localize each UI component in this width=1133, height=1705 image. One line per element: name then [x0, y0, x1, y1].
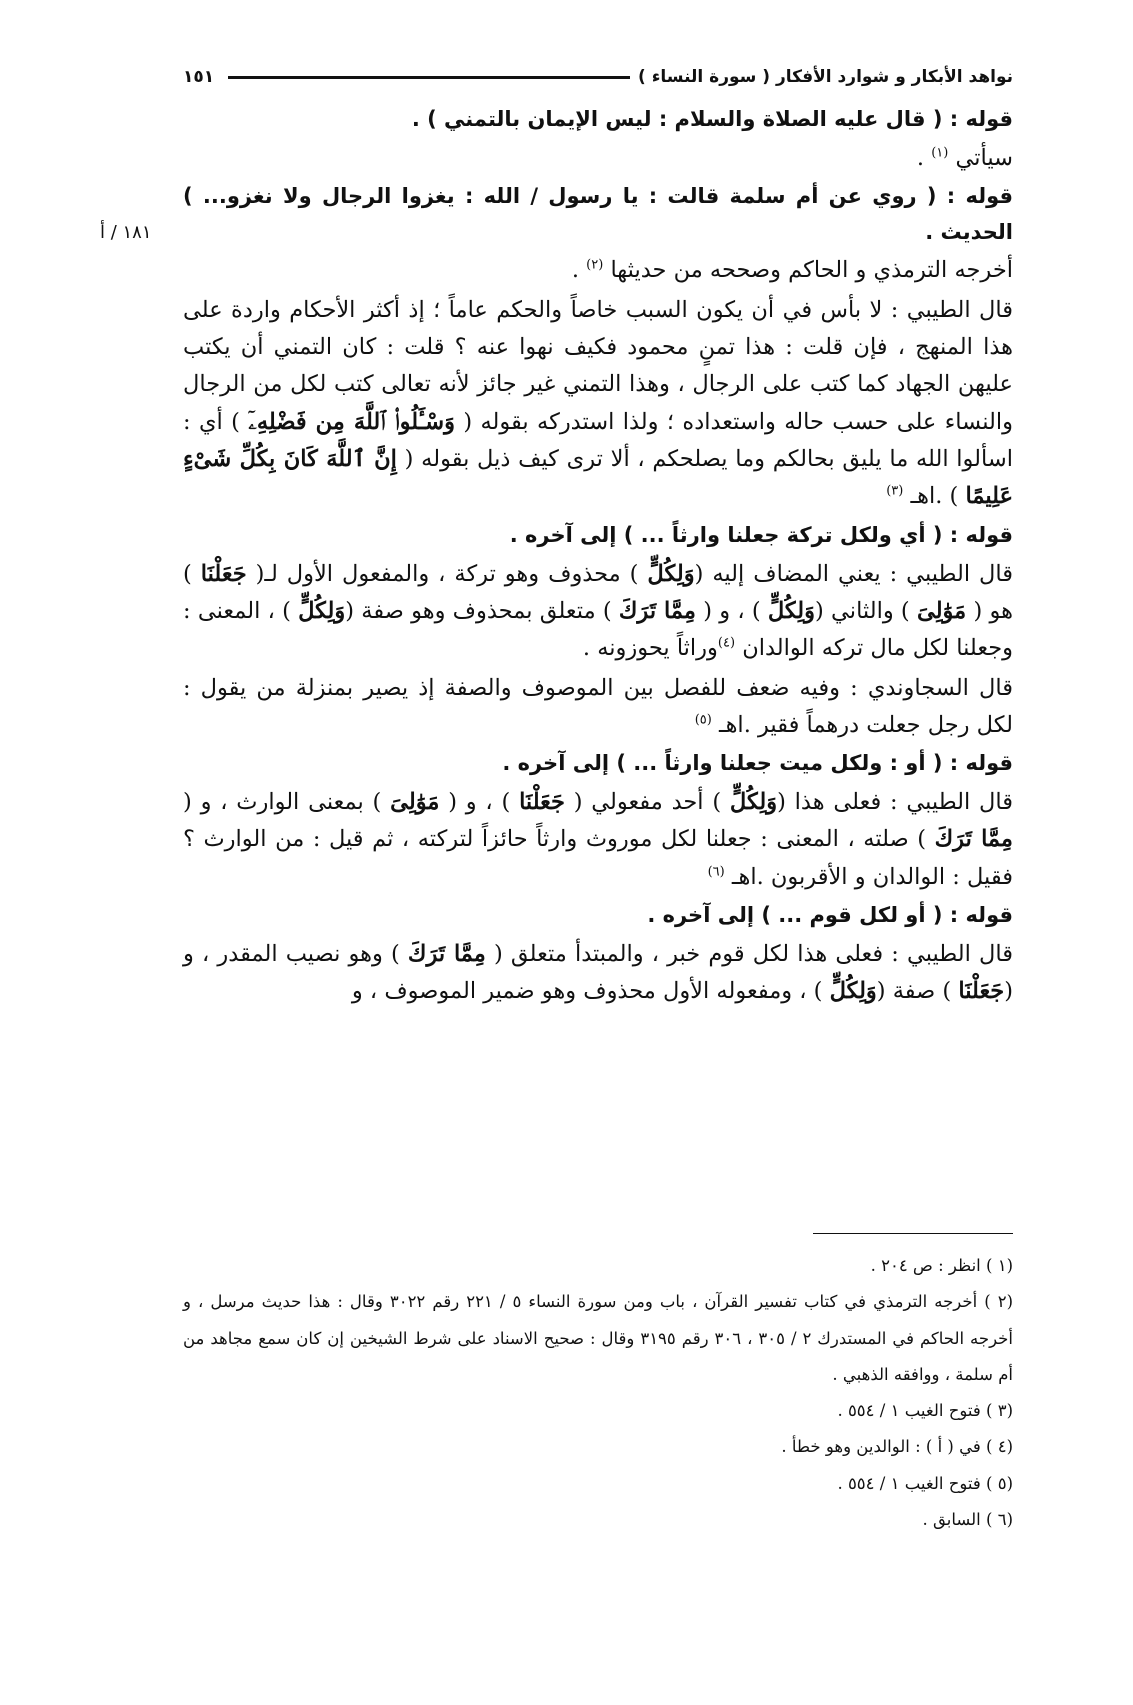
paragraph	[183, 140, 1013, 177]
quran-word: جَعَلْنَا	[200, 560, 247, 587]
paragraph	[183, 784, 1013, 896]
paragraph-text: قال الطيبي : يعني المضاف إليه (	[694, 560, 1014, 587]
paragraph	[183, 936, 1013, 1011]
footnote-ref: (٤)	[717, 635, 736, 651]
quran-quote: إِنَّ ٱللَّهَ كَانَ بِكُلِّ شَىْءٍ عَلِيمًا	[183, 446, 1013, 510]
quran-word: جَعَلْنَا	[519, 788, 565, 815]
header-rule	[228, 76, 630, 79]
footnote-ref: (٦)	[707, 864, 725, 880]
footnote: (٢ ) أخرجه الترمذي في كتاب تفسير القرآن ، باب ومن سورة النساء ٥ / ٢٢١ رقم ٣٠٢٢ وقال : هذا حديث مرسل ، و أخرجه الحاكم في المستدرك ٢ / ٣٠٥ ، ٣٠٦ رقم ٣١٩٥ وقال : صحيح الاسناد على شرط الشيخين إن كان سمع مجاهد من أم سلمة ، ووافقه الذهبي .	[183, 1292, 1013, 1384]
paragraph-text: ) بمعنى الوارث ، و (	[183, 788, 391, 815]
paragraph-text: ) وهو نصيب المقدر ، و (	[183, 940, 1013, 1004]
quran-word: مِمَّا تَرَكَ	[407, 940, 486, 967]
paragraph-text: ) .اهـ	[903, 483, 966, 510]
commentary-heading: قوله : ( قال عليه الصلاة والسلام : ليس الإيمان بالتمني ) .	[411, 107, 1013, 131]
quran-word: مَوَٰلِىَ	[390, 788, 440, 815]
running-title: نواهد الأبكار و شوارد الأفكار ( سورة النساء )	[638, 67, 1013, 87]
paragraph-text: قال السجاوندي : وفيه ضعف للفصل بين الموصوف والصفة إذ يصير بمنزلة من يقول : لكل رجل جعلت درهماً فقير .اهـ	[183, 674, 1013, 738]
paragraph-text: ) أي : اسألوا الله ما يليق بحالكم وما يصلحكم ، ألا ترى كيف ذيل بقوله (	[183, 408, 1013, 473]
paragraph-text: وراثاً يحوزونه .	[582, 635, 718, 662]
paragraph-text: ) ، ومفعوله الأول محذوف وهو ضمير الموصوف ، و	[351, 977, 830, 1004]
paragraph	[183, 556, 1013, 668]
paragraph	[183, 292, 1013, 516]
quran-word: مِمَّا تَرَكَ	[618, 597, 696, 624]
commentary-heading: قوله : ( روي عن أم سلمة قالت : يا رسول / الله : يغزوا الرجال ولا نغزو... ) الحديث .	[183, 184, 1013, 244]
quran-word: وَلِكُلٍّ	[647, 560, 695, 587]
commentary-heading: قوله : ( أو : ولكل ميت جعلنا وارثاً ... ) إلى آخره .	[502, 751, 1013, 776]
paragraph-text: ) هو (	[183, 560, 1013, 624]
paragraph-text: ) صفة (	[876, 977, 959, 1004]
footnote: (٤ ) في ( أ ) : الوالدين وهو خطأ .	[781, 1437, 1013, 1457]
paragraph	[183, 252, 1013, 289]
paragraph-text: ) والثاني (	[815, 597, 917, 624]
footnote-ref: (٣)	[886, 483, 904, 499]
footnote-ref: (٥)	[694, 712, 712, 728]
commentary-heading: قوله : ( أو لكل قوم ... ) إلى آخره .	[647, 902, 1013, 927]
paragraph-text: ) أحد مفعولي (	[564, 788, 730, 815]
page-number: ١٥١	[183, 67, 215, 87]
footnote: (٥ ) فتوح الغيب ١ / ٥٥٤ .	[837, 1473, 1013, 1493]
running-header	[183, 64, 1013, 90]
quran-word: مَوَٰلِىَ	[916, 597, 967, 624]
paragraph-text: أخرجه الترمذي و الحاكم وصححه من حديثها	[610, 257, 1013, 284]
paragraph-text: سيأتي	[955, 144, 1013, 171]
paragraph-text: .	[571, 257, 587, 284]
quran-word: وَلِكُلٍّ	[729, 788, 778, 815]
paragraph	[183, 670, 1013, 745]
footnote: (٦ ) السابق .	[922, 1510, 1013, 1530]
footnotes	[183, 1248, 1013, 1538]
body-text	[183, 102, 1013, 1012]
quran-word: مِمَّا تَرَكَ	[934, 826, 1013, 853]
commentary-heading: قوله : ( أي ولكل تركة جعلنا وارثاً ... ) إلى آخره .	[509, 522, 1013, 547]
footnote: (١ ) انظر : ص ٢٠٤ .	[870, 1256, 1013, 1275]
paragraph-text: قال الطيبي : فعلى هذا لكل قوم خبر ، والمبتدأ متعلق (	[485, 940, 1013, 967]
footnote: (٣ ) فتوح الغيب ١ / ٥٥٤ .	[837, 1401, 1013, 1421]
paragraph-text: ) محذوف وهو تركة ، والمفعول الأول لـ(	[246, 560, 648, 587]
paragraph-text: ) ، و (	[695, 597, 768, 624]
paragraph-text: .	[916, 144, 932, 171]
quran-word: وَلِكُلٍّ	[767, 597, 816, 624]
manuscript-folio-note: ١٨١ / أ	[100, 222, 152, 243]
quran-word: وَلِكُلٍّ	[829, 977, 877, 1004]
paragraph-text: قال الطيبي : فعلى هذا (	[777, 788, 1014, 815]
paragraph-text: قال الطيبي : لا بأس في أن يكون السبب خاصاً والحكم عاماً ؛ إذ أكثر الأحكام واردة على هذا المنهج ، فإن قلت : هذا تمنٍ محمود فكيف نهوا عنه ؟ قلت : كان التمني أن يكتب عليهن الجهاد كما كتب على الرجال ، وهذا التمني غير جائز لأنه تعالى كتب لكل من الرجال والنساء على حسب حاله واستعداده ؛ ولذا استدركه بقوله (	[183, 296, 1013, 435]
footnote-ref: (١)	[931, 145, 949, 161]
footnote-ref: (٢)	[586, 257, 604, 273]
quran-word: جَعَلْنَا	[958, 977, 1005, 1004]
paragraph-text: ) ، المعنى : وجعلنا لكل مال تركه الوالدان	[183, 597, 1013, 662]
paragraph-text: ) متعلق بمحذوف وهو صفة (	[345, 597, 619, 624]
paragraph-text: ) ، و (	[439, 788, 520, 815]
quran-word: وَلِكُلٍّ	[298, 597, 346, 624]
quran-quote: وَسْـَٔلُوا۟ ٱللَّهَ مِن فَضْلِهِۦٓ	[248, 408, 455, 435]
footnote-separator	[813, 1233, 1013, 1234]
paragraph-text: ) صلته ، المعنى : جعلنا لكل موروث وارثاً حائزاً لتركته ، ثم قيل : من الوارث ؟فقيل : الوالدان و الأقربون .اهـ	[183, 826, 1013, 890]
